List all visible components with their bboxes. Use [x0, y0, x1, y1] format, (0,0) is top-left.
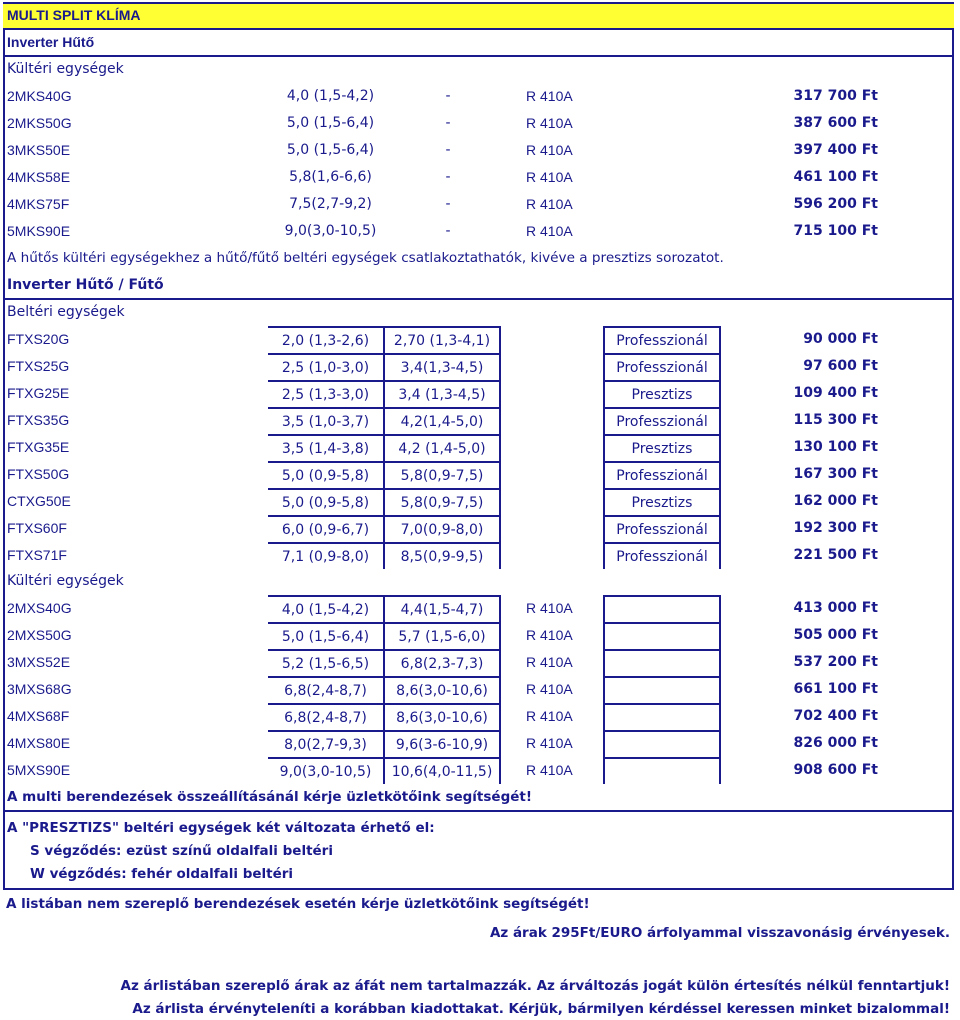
heating-capacity-cell: -	[445, 196, 451, 212]
heating-capacity-cell: 3,4 (1,3-4,5)	[383, 380, 501, 407]
model-cell: FTXS20G	[7, 331, 70, 347]
table-row	[3, 83, 954, 110]
table-row	[3, 461, 954, 488]
table-row	[3, 434, 954, 461]
price-cell: 167 300 Ft	[793, 466, 878, 482]
table-row	[3, 407, 954, 434]
table-row	[3, 757, 954, 784]
model-cell: 4MKS75F	[7, 196, 70, 212]
table-row	[3, 595, 954, 622]
section1-outdoor-label: Kültéri egységek	[7, 61, 124, 77]
table-row	[3, 191, 954, 218]
validity-note: Az árlista érvényteleníti a korábban kiadottakat. Kérjük, bármilyen kérdéssel keressen minket bizalommal!	[132, 1001, 950, 1017]
series-cell: Professzionál	[603, 407, 721, 434]
price-cell: 596 200 Ft	[793, 196, 878, 212]
model-cell: 2MXS50G	[7, 627, 72, 643]
refrigerant-cell: R 410A	[526, 681, 573, 697]
series-cell: Presztizs	[603, 380, 721, 407]
model-cell: 4MKS58E	[7, 169, 71, 185]
series-cell: Professzionál	[603, 542, 721, 569]
model-cell: 3MKS50E	[7, 142, 71, 158]
model-cell: FTXS60F	[7, 520, 67, 536]
price-list-table	[3, 2, 954, 890]
price-cell: 715 100 Ft	[793, 223, 878, 239]
refrigerant-cell: R 410A	[526, 600, 573, 616]
model-cell: 2MKS50G	[7, 115, 72, 131]
not-listed-note: A listában nem szereplő berendezések esetén kérje üzletkötőink segítségét!	[6, 896, 590, 912]
presztizs-w-row	[3, 861, 954, 888]
price-cell: 162 000 Ft	[793, 493, 878, 509]
refrigerant-cell: R 410A	[526, 627, 573, 643]
price-cell: 826 000 Ft	[793, 735, 878, 751]
cooling-capacity-cell: 2,5 (1,0-3,0)	[268, 353, 383, 380]
model-cell: 5MXS90E	[7, 762, 71, 778]
refrigerant-cell: R 410A	[526, 654, 573, 670]
heating-capacity-cell: -	[445, 88, 451, 104]
heating-capacity-cell: 4,2(1,4-5,0)	[383, 407, 501, 434]
heating-capacity-cell: -	[445, 142, 451, 158]
table-row	[3, 353, 954, 380]
model-cell: 3MXS68G	[7, 681, 72, 697]
section2-heading-row	[3, 272, 954, 299]
price-cell: 90 000 Ft	[803, 331, 878, 347]
model-cell: FTXG35E	[7, 439, 70, 455]
heating-capacity-cell: 2,70 (1,3-4,1)	[383, 326, 501, 353]
section1-heading: Inverter Hűtő	[7, 34, 95, 50]
price-cell: 109 400 Ft	[793, 385, 878, 401]
table-row	[3, 488, 954, 515]
cooling-capacity-cell: 5,2 (1,5-6,5)	[268, 649, 383, 676]
page-title: MULTI SPLIT KLÍMA	[7, 7, 141, 23]
price-cell: 387 600 Ft	[793, 115, 878, 131]
cooling-capacity-cell: 2,5 (1,3-3,0)	[268, 380, 383, 407]
refrigerant-cell: R 410A	[526, 708, 573, 724]
heating-capacity-cell: 9,6(3-6-10,9)	[383, 730, 501, 757]
heating-capacity-cell: -	[445, 223, 451, 239]
heating-capacity-cell: -	[445, 169, 451, 185]
series-cell: Presztizs	[603, 434, 721, 461]
series-cell: Professzionál	[603, 326, 721, 353]
price-cell: 908 600 Ft	[793, 762, 878, 778]
table-row	[3, 622, 954, 649]
cooling-capacity-cell: 5,0 (1,5-6,4)	[268, 622, 383, 649]
price-cell: 537 200 Ft	[793, 654, 878, 670]
cooling-capacity-cell: 5,0 (0,9-5,8)	[268, 488, 383, 515]
section1-note-row	[3, 245, 954, 272]
model-cell: 4MXS68F	[7, 708, 70, 724]
section1-note: A hűtős kültéri egységekhez a hűtő/fűtő beltéri egységek csatlakoztathatók, kivéve a presztizs sorozatot.	[7, 250, 724, 266]
heating-capacity-cell: 8,6(3,0-10,6)	[383, 703, 501, 730]
table-row	[3, 164, 954, 191]
presztizs-w: W végződés: fehér oldalfali beltéri	[30, 866, 294, 882]
refrigerant-cell: R 410A	[526, 115, 573, 131]
model-cell: 2MKS40G	[7, 88, 72, 104]
cooling-capacity-cell: 4,0 (1,5-4,2)	[286, 88, 375, 104]
heating-capacity-cell: -	[445, 115, 451, 131]
cooling-capacity-cell: 2,0 (1,3-2,6)	[268, 326, 383, 353]
price-cell: 505 000 Ft	[793, 627, 878, 643]
model-cell: 5MKS90E	[7, 223, 71, 239]
table-row	[3, 380, 954, 407]
heating-capacity-cell: 5,7 (1,5-6,0)	[383, 622, 501, 649]
model-cell: FTXS71F	[7, 547, 67, 563]
price-cell: 221 500 Ft	[793, 547, 878, 563]
section2-heading: Inverter Hűtő / Fűtő	[7, 277, 164, 293]
table-row	[3, 730, 954, 757]
model-cell: 3MXS52E	[7, 654, 71, 670]
heating-capacity-cell: 4,4(1,5-4,7)	[383, 595, 501, 622]
cooling-capacity-cell: 5,8(1,6-6,6)	[289, 169, 372, 185]
table-row	[3, 110, 954, 137]
table-row	[3, 649, 954, 676]
model-cell: FTXS50G	[7, 466, 70, 482]
price-cell: 413 000 Ft	[793, 600, 878, 616]
price-cell: 192 300 Ft	[793, 520, 878, 536]
heating-capacity-cell: 4,2 (1,4-5,0)	[383, 434, 501, 461]
table-row	[3, 703, 954, 730]
model-cell: FTXS35G	[7, 412, 70, 428]
heating-capacity-cell: 3,4(1,3-4,5)	[383, 353, 501, 380]
heating-capacity-cell: 7,0(0,9-8,0)	[383, 515, 501, 542]
cooling-capacity-cell: 7,1 (0,9-8,0)	[268, 542, 383, 569]
section2-outdoor-label-row	[3, 568, 954, 595]
refrigerant-cell: R 410A	[526, 88, 573, 104]
cooling-capacity-cell: 5,0 (0,9-5,8)	[268, 461, 383, 488]
cooling-capacity-cell: 9,0(3,0-10,5)	[268, 757, 383, 784]
table-row	[3, 326, 954, 353]
price-cell: 97 600 Ft	[803, 358, 878, 374]
section2-outdoor-label: Kültéri egységek	[7, 573, 124, 589]
model-cell: FTXS25G	[7, 358, 70, 374]
price-cell: 702 400 Ft	[793, 708, 878, 724]
section2-indoor-label: Beltéri egységek	[7, 304, 125, 320]
refrigerant-cell: R 410A	[526, 142, 573, 158]
cooling-capacity-cell: 6,8(2,4-8,7)	[268, 703, 383, 730]
refrigerant-cell: R 410A	[526, 762, 573, 778]
exchange-rate-note: Az árak 295Ft/EURO árfolyammal visszavonásig érvényesek.	[489, 925, 950, 941]
section1-heading-row	[3, 29, 954, 56]
section2-indoor-label-row	[3, 299, 954, 326]
price-cell: 317 700 Ft	[793, 88, 878, 104]
heating-capacity-cell: 8,5(0,9-9,5)	[383, 542, 501, 569]
model-cell: 2MXS40G	[7, 600, 72, 616]
cooling-capacity-cell: 6,8(2,4-8,7)	[268, 676, 383, 703]
presztizs-s: S végződés: ezüst színű oldalfali beltéri	[30, 843, 333, 859]
cooling-capacity-cell: 5,0 (1,5-6,4)	[286, 142, 375, 158]
cooling-capacity-cell: 3,5 (1,0-3,7)	[268, 407, 383, 434]
cooling-capacity-cell: 3,5 (1,4-3,8)	[268, 434, 383, 461]
heating-capacity-cell: 6,8(2,3-7,3)	[383, 649, 501, 676]
cooling-capacity-cell: 9,0(3,0-10,5)	[284, 223, 377, 239]
table-row	[3, 542, 954, 569]
cooling-capacity-cell: 5,0 (1,5-6,4)	[286, 115, 375, 131]
table-row	[3, 137, 954, 164]
heating-capacity-cell: 5,8(0,9-7,5)	[383, 488, 501, 515]
series-cell: Professzionál	[603, 515, 721, 542]
multi-note-row	[3, 784, 954, 811]
multi-note: A multi berendezések összeállításánál kérje üzletkötőink segítségét!	[7, 789, 532, 805]
price-cell: 461 100 Ft	[793, 169, 878, 185]
price-cell: 397 400 Ft	[793, 142, 878, 158]
title-row	[3, 2, 954, 29]
heating-capacity-cell: 5,8(0,9-7,5)	[383, 461, 501, 488]
refrigerant-cell: R 410A	[526, 735, 573, 751]
price-cell: 115 300 Ft	[793, 412, 878, 428]
heating-capacity-cell: 8,6(3,0-10,6)	[383, 676, 501, 703]
cooling-capacity-cell: 6,0 (0,9-6,7)	[268, 515, 383, 542]
series-cell: Professzionál	[603, 461, 721, 488]
model-cell: FTXG25E	[7, 385, 70, 401]
model-cell: CTXG50E	[7, 493, 71, 509]
price-cell: 130 100 Ft	[793, 439, 878, 455]
cooling-capacity-cell: 4,0 (1,5-4,2)	[268, 595, 383, 622]
series-cell: Professzionál	[603, 353, 721, 380]
cooling-capacity-cell: 7,5(2,7-9,2)	[289, 196, 372, 212]
presztizs-title: A "PRESZTIZS" beltéri egységek két változata érhető el:	[7, 820, 435, 836]
refrigerant-cell: R 410A	[526, 223, 573, 239]
heating-capacity-cell: 10,6(4,0-11,5)	[383, 757, 501, 784]
table-row	[3, 676, 954, 703]
cooling-capacity-cell: 8,0(2,7-9,3)	[268, 730, 383, 757]
price-cell: 661 100 Ft	[793, 681, 878, 697]
refrigerant-cell: R 410A	[526, 169, 573, 185]
table-row	[3, 218, 954, 245]
vat-note: Az árlistában szereplő árak az áfát nem tartalmazzák. Az árváltozás jogát külön értesítés nélkül fenntartjuk!	[120, 978, 950, 994]
table-row	[3, 515, 954, 542]
refrigerant-cell: R 410A	[526, 196, 573, 212]
model-cell: 4MXS80E	[7, 735, 71, 751]
section1-outdoor-label-row	[3, 56, 954, 83]
series-cell: Presztizs	[603, 488, 721, 515]
